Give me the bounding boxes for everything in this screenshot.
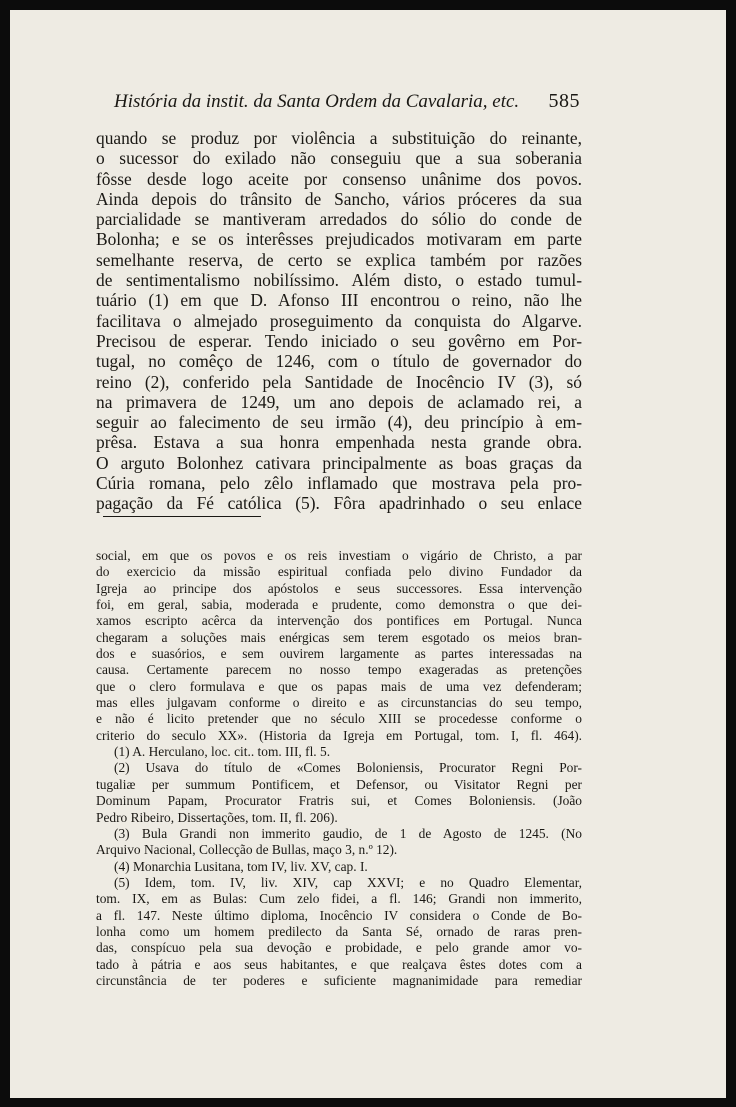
text-line: Precisou de esperar. Tendo iniciado o seu govêrno em Por- [96,330,582,351]
text-line: na primavera de 1249, um ano depois de aclamado rei, a [96,391,582,412]
footnote-2: (2) Usava do título de «Comes Boloniensis, Procurator Regni Por- [114,760,582,776]
text-line: tugal, no comêço de 1246, com o título de governador do [96,351,582,372]
page-number: 585 [548,90,580,112]
footnote-line: Arquivo Nacional, Collecção de Bullas, maço 3, n.º 12). [96,842,398,858]
text-line: O arguto Bolonhez cativara principalmente as boas graças da [96,452,582,473]
text-line: fôsse desde logo aceite por consenso unânime dos povos. [96,168,582,189]
text-line: facilitava o almejado proseguimento da conquista do Algarve. [96,310,582,331]
footnote-line: do exercicio da missão espiritual confiada pelo divino Fundador da [96,564,582,580]
text-line: o sucessor do exilado não conseguiu que a sua soberania [96,148,582,169]
text-line: pagação da Fé católica (5). Fôra apadrinhado o seu enlace [96,493,582,514]
text-line: tuário (1) em que D. Afonso III encontrou o reino, não lhe [96,290,582,311]
text-line: Bolonha; e se os interêsses prejudicados motivaram em parte [96,229,582,250]
text-line: prêsa. Estava a sua honra empenhada nesta grande obra. [96,432,582,453]
footnote-line: tugaliæ per summum Pontificem, et Defensor, ou Visitator Regni per [96,776,582,792]
footnote-line: a fl. 147. Neste último diploma, Inocêncio IV considera o Conde de Bo- [96,907,582,923]
running-header [114,90,580,124]
footnote-line: mas elles julgavam conforme o direito e as circunstancias do seu tempo, [96,695,582,711]
footnote-line: e não é licito pretender que no século XIII se procedesse conforme o [96,711,582,727]
footnote-1: (1) A. Herculano, loc. cit.. tom. III, fl. 5. [114,744,331,760]
text-line: reino (2), conferido pela Santidade de Inocêncio IV (3), só [96,371,582,392]
footnote-line: circunstância de ter poderes e suficiente magnanimidade para remediar [96,972,582,988]
footnote-line: criterio do seculo XX». (Historia da Igreja em Portugal, tom. I, fl. 464). [96,727,582,743]
footnote-line: tado à pátria e aos seus habitantes, e que realçava êstes dotes com a [96,956,582,972]
footnote-5: (5) Idem, tom. IV, liv. XIV, cap XXVI; e no Quadro Elementar, [114,874,582,890]
text-line: Cúria romana, pelo zêlo inflamado que mostrava pela pro- [96,473,582,494]
footnote-line: que o clero formulava e que os papas mais de uma vez defenderam; [96,678,582,694]
text-line: semelhante reserva, de certo se explica também por razões [96,249,582,270]
footnote-line: lonha como um homem predilecto da Santa Sé, ornado de raras pren- [96,923,582,939]
footnote-line: foi, em geral, sabia, moderada e prudente, como demonstra o que dei- [96,597,582,613]
text-line: quando se produz por violência a substituição do reinante, [96,128,582,148]
footnote-line: social, em que os povos e os reis investiam o vigário de Christo, a par [96,548,582,563]
footnote-4: (4) Monarchia Lusitana, tom IV, liv. XV, cap. I. [114,858,368,874]
footnotes [96,548,582,989]
footnote-separator [103,516,261,517]
footnote-line: Pedro Ribeiro, Dissertações, tom. II, fl. 206). [96,809,338,825]
text-line: parcialidade se mantiveram arredados do sólio do conde de [96,209,582,230]
text-line: seguir ao falecimento de seu irmão (4), deu princípio à em- [96,412,582,433]
footnote-line: das, conspícuo pela sua devoção e probidade, e pelo grande amor vo- [96,940,582,956]
text-line: de sentimentalismo nobilíssimo. Além disto, o estado tumul- [96,270,582,291]
footnote-line: dos e suasórios, e sem ouvirem largamente as partes interessadas na [96,646,582,662]
footnote-line: xamos escripto acêrca da intervenção dos pontifices em Portugal. Nunca [96,613,582,629]
footnote-line: chegaram a soluções mais enérgicas sem terem esgotado os meios bran- [96,629,582,645]
footnote-line: Igreja ao principe dos apóstolos e seus successores. Essa intervenção [96,580,582,596]
book-page [10,10,726,1098]
main-text [96,128,582,514]
footnote-line: tom. IX, em as Bulas: Cum zelo fidei, a fl. 146; Grandi non immerito, [96,891,582,907]
footnote-line: causa. Certamente parecem no nosso tempo exageradas as pretenções [96,662,582,678]
running-title: História da instit. da Santa Ordem da Cavalaria, etc. [114,91,520,112]
footnote-line: Dominum Papam, Procurator Fratris sui, et Comes Boloniensis. (João [96,793,582,809]
footnote-3: (3) Bula Grandi non immerito gaudio, de 1 de Agosto de 1245. (No [114,825,582,841]
text-line: Ainda depois do trânsito de Sancho, vários próceres da sua [96,188,582,209]
